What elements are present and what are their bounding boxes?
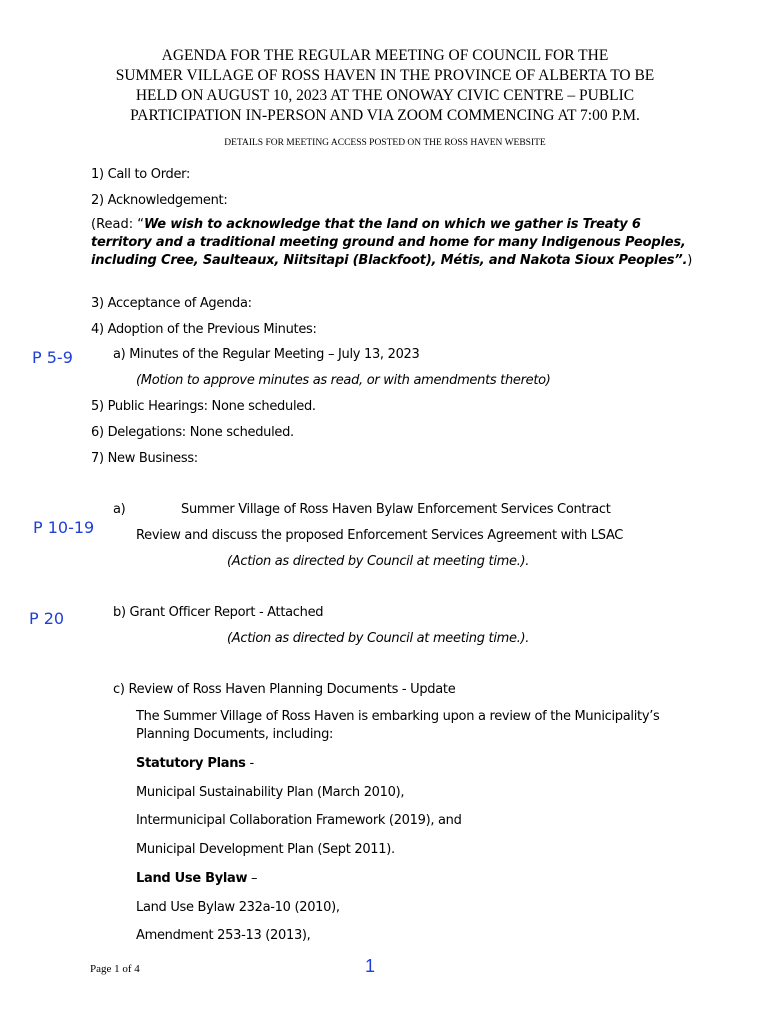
page-ref-minutes: P 5-9 [32, 348, 73, 367]
item-acknowledgement: 2) Acknowledgement: [91, 193, 228, 208]
meeting-access-note: DETAILS FOR MEETING ACCESS POSTED ON THE ROSS HAVEN WEBSITE [224, 138, 546, 148]
item-delegations: 6) Delegations: None scheduled. [91, 425, 294, 440]
bylaw-enforcement-title: Summer Village of Ross Haven Bylaw Enforcement Services Contract [181, 502, 611, 517]
ack-quote-line: We wish to acknowledge that the land on which we gather is Treaty 6 [143, 217, 641, 232]
planning-review-description: Planning Documents, including: [136, 727, 334, 742]
statutory-plan-item: Municipal Development Plan (Sept 2011). [136, 842, 395, 857]
page-footer: Page 1 of 4 [90, 963, 140, 975]
item-public-hearings: 5) Public Hearings: None scheduled. [91, 399, 316, 414]
land-use-item: Amendment 253-13 (2013), [136, 928, 311, 943]
item-new-business: 7) New Business: [91, 451, 198, 466]
title-line: PARTICIPATION IN-PERSON AND VIA ZOOM COMMENCING AT 7:00 P.M. [130, 107, 640, 124]
land-use-item: Land Use Bylaw 232a-10 (2010), [136, 900, 340, 915]
page-number-annotation: 1 [365, 956, 376, 976]
title-line: HELD ON AUGUST 10, 2023 AT THE ONOWAY CIVIC CENTRE – PUBLIC [135, 87, 635, 104]
grant-action-note: (Action as directed by Council at meeting time.). [227, 631, 530, 646]
land-use-bylaw-heading [136, 871, 257, 886]
item-adoption-of-minutes: 4) Adoption of the Previous Minutes: [91, 322, 317, 337]
bylaw-enforcement-description: Review and discuss the proposed Enforcement Services Agreement with LSAC [136, 528, 624, 543]
grant-officer-report: b) Grant Officer Report - Attached [113, 605, 324, 620]
bylaw-action-note: (Action as directed by Council at meeting time.). [227, 554, 530, 569]
page-ref-bylaw: P 10-19 [33, 518, 95, 537]
statutory-plans-heading [136, 756, 254, 771]
statutory-plans-dash: - [245, 756, 254, 771]
ack-quote-line: including Cree, Saulteaux, Niitsitapi (Blackfoot), Métis, and Nakota Sioux Peoples”. [91, 253, 688, 268]
page-ref-grant: P 20 [29, 609, 65, 628]
planning-review-description: The Summer Village of Ross Haven is embarking upon a review of the Municipality’s [136, 709, 660, 724]
minutes-motion-note: (Motion to approve minutes as read, or with amendments thereto) [136, 373, 551, 388]
agenda-title [90, 46, 680, 126]
title-line: AGENDA FOR THE REGULAR MEETING OF COUNCIL FOR THE [161, 47, 609, 64]
ack-read-prefix: (Read: “ [91, 217, 144, 232]
title-line: SUMMER VILLAGE OF ROSS HAVEN IN THE PROVINCE OF ALBERTA TO BE [115, 67, 655, 84]
new-business-a-letter: a) [113, 502, 126, 517]
land-use-bylaw-label: Land Use Bylaw [136, 871, 248, 886]
planning-review-title: c) Review of Ross Haven Planning Documents - Update [113, 682, 456, 697]
item-minutes-regular-meeting: a) Minutes of the Regular Meeting – July 13, 2023 [113, 347, 420, 362]
acknowledgement-statement [91, 216, 691, 270]
statutory-plans-label: Statutory Plans [136, 756, 246, 771]
ack-suffix: ) [687, 253, 693, 268]
land-use-bylaw-dash: – [247, 871, 258, 886]
item-acceptance-of-agenda: 3) Acceptance of Agenda: [91, 296, 252, 311]
item-call-to-order: 1) Call to Order: [91, 167, 191, 182]
statutory-plan-item: Intermunicipal Collaboration Framework (2019), and [136, 813, 462, 828]
statutory-plan-item: Municipal Sustainability Plan (March 2010), [136, 785, 405, 800]
ack-quote-line: territory and a traditional meeting ground and home for many Indigenous Peoples, [91, 235, 686, 250]
